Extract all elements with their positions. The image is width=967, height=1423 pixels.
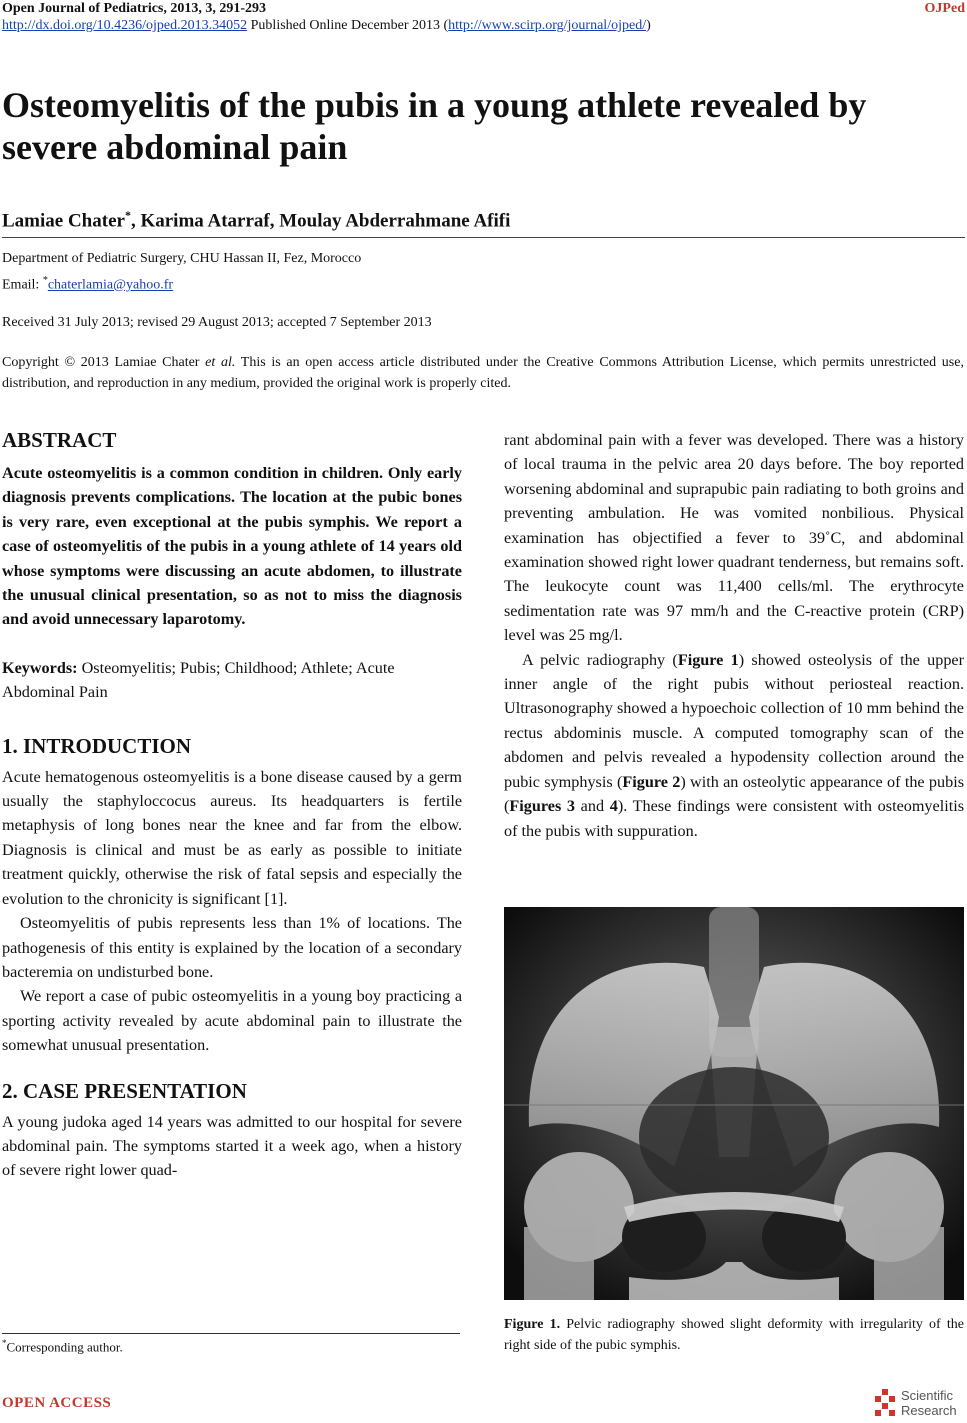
article-title: Osteomyelitis of the pubis in a young athlete revealed by severe abdominal pain: [2, 85, 867, 167]
copyright-notice: Copyright © 2013 Lamiae Chater et al. This is an open access article distributed under the Creative Commons Attribution License, which permits unrestricted use, distribution, and reproduction in any medium, provided the original work is properly cited.: [2, 355, 964, 391]
email-link[interactable]: chaterlamia@yahoo.fr: [47, 277, 174, 293]
doi-link[interactable]: http://dx.doi.org/10.4236/ojped.2013.34052: [2, 18, 248, 33]
publisher-logo: [873, 1388, 963, 1422]
case-paragraph-1: A young judoka aged 14 years was admitted to our hospital for severe abdominal pain. The symptoms started it a week ago, when a history of severe right lower quad-: [2, 1112, 462, 1180]
corresponding-mark: *: [124, 208, 131, 222]
email-line: Email: *chaterlamia@yahoo.fr: [2, 275, 174, 293]
pelvic-radiograph-image: [504, 907, 964, 1300]
running-header: Open Journal of Pediatrics, 2013, 3, 291-293 OJPed http://dx.doi.org/10.4236/ojped.2013.34052 Published Online December 2013 (http://www.scirp.org/journal/ojped/): [2, 1, 965, 33]
figure-1-ref: Figure 1: [677, 650, 739, 669]
received-dates: Received 31 July 2013; revised 29 August 2013; accepted 7 September 2013: [2, 315, 432, 330]
abstract-text: Acute osteomyelitis is a common condition in children. Only early diagnosis prevents complications. The location at the pubic bones is very rare, even exceptional at the pubis symphis. We report a case of osteomyelitis of the pubis in a young athlete of 14 years old whose symptoms were discussing an acute abdomen, to illustrate the unusual clinical presentation, so as not to miss the diagnosis and avoid unnecessary laparotomy.: [2, 464, 462, 629]
journal-short-name: OJPed: [924, 1, 965, 16]
case-paragraph-1-continued: rant abdominal pain with a fever was developed. There was a history of local trauma in the pelvic area 20 days before. The boy reported worsening abdominal and suprapubic pain radiating to both groins and preventing ambulation. He was vomited nonbilious. Physical examination has objectified a fever to 39˚C, and abdominal examination showed right lower quadrant tenderness, but remains soft. The leukocyte count was 11,400 cells/ml. The erythrocyte sedimentation rate was 97 mm/h and the C-reactive protein (CRP) level was 25 mg/l.: [504, 431, 964, 645]
keywords: Keywords: Osteomyelitis; Pubis; Childhood; Athlete; Acute Abdominal Pain: [2, 658, 395, 702]
other-authors: , Karima Atarraf, Moulay Abderrahmane Afifi: [130, 210, 511, 232]
intro-paragraph-1: Acute hematogenous osteomyelitis is a bone disease caused by a germ usually the staphyloccocus aureus. Its headquarters is fertile metaphysis of long bones near the knee and far from the elbow. Diagnosis is clinical and must be as early as possible to initiate treatment quickly, otherwise the risk of fatal sepsis and especially the evolution to the chronicity is significant [1].: [2, 767, 462, 908]
journal-url-link[interactable]: http://www.scirp.org/journal/ojped/: [448, 18, 647, 33]
xray-illustration: [504, 907, 964, 1300]
intro-heading: 1. INTRODUCTION: [2, 733, 192, 758]
journal-citation: Open Journal of Pediatrics, 2013, 3, 291-293: [2, 1, 267, 16]
scientific-research-icon: [873, 1388, 899, 1418]
case-paragraph-2: A pelvic radiography (Figure 1) showed osteolysis of the upper inner angle of the right pubis without periosteal reaction. Ultrasonography showed a hypoechoic collection of 10 mm behind the rectus abdominis muscle. A computed tomography scan of the abdomen and pelvis revealed a hypodensity collection around the pubic symphysis (Figure 2) with an osteolytic appearance of the pubis (Figures 3 and 4). These findings were consistent with osteomyelitis of the pubis with suppuration.: [504, 650, 965, 840]
open-access-label: OPEN ACCESS: [2, 1395, 112, 1411]
footnote: *Corresponding author.: [2, 1338, 123, 1355]
case-heading: 2. CASE PRESENTATION: [2, 1078, 247, 1103]
intro-paragraph-2: Osteomyelitis of pubis represents less than 1% of locations. The pathogenesis of this entity is explained by the location of a secondary bacteremia on undisturbed bone.: [2, 914, 462, 981]
figure-3-ref: Figures 3: [509, 797, 576, 816]
figure-2-ref: Figure 2: [622, 772, 681, 791]
published-text: Published Online December 2013 (: [247, 18, 449, 33]
intro-paragraph-3: We report a case of pubic osteomyelitis in a young boy practicing a sporting activity revealed by acute abdominal pain to illustrate the somewhat unusual presentation.: [2, 987, 462, 1055]
right-column: [504, 428, 964, 843]
abstract-heading: ABSTRACT: [2, 428, 117, 452]
left-column: [2, 425, 462, 1183]
title-rule: [2, 237, 965, 238]
publisher-name: Scientific Research: [901, 1388, 957, 1418]
figure-1-caption: Figure 1. Pelvic radiography showed slight deformity with irregularity of the right side of the pubic symphis.: [504, 1317, 964, 1353]
footnote-rule: [2, 1333, 460, 1334]
figure-4-ref: 4: [609, 797, 618, 816]
affiliation: Department of Pediatric Surgery, CHU Hassan II, Fez, Morocco: [2, 251, 362, 266]
author-1: Lamiae Chater: [2, 210, 125, 232]
author-list: [2, 208, 510, 232]
